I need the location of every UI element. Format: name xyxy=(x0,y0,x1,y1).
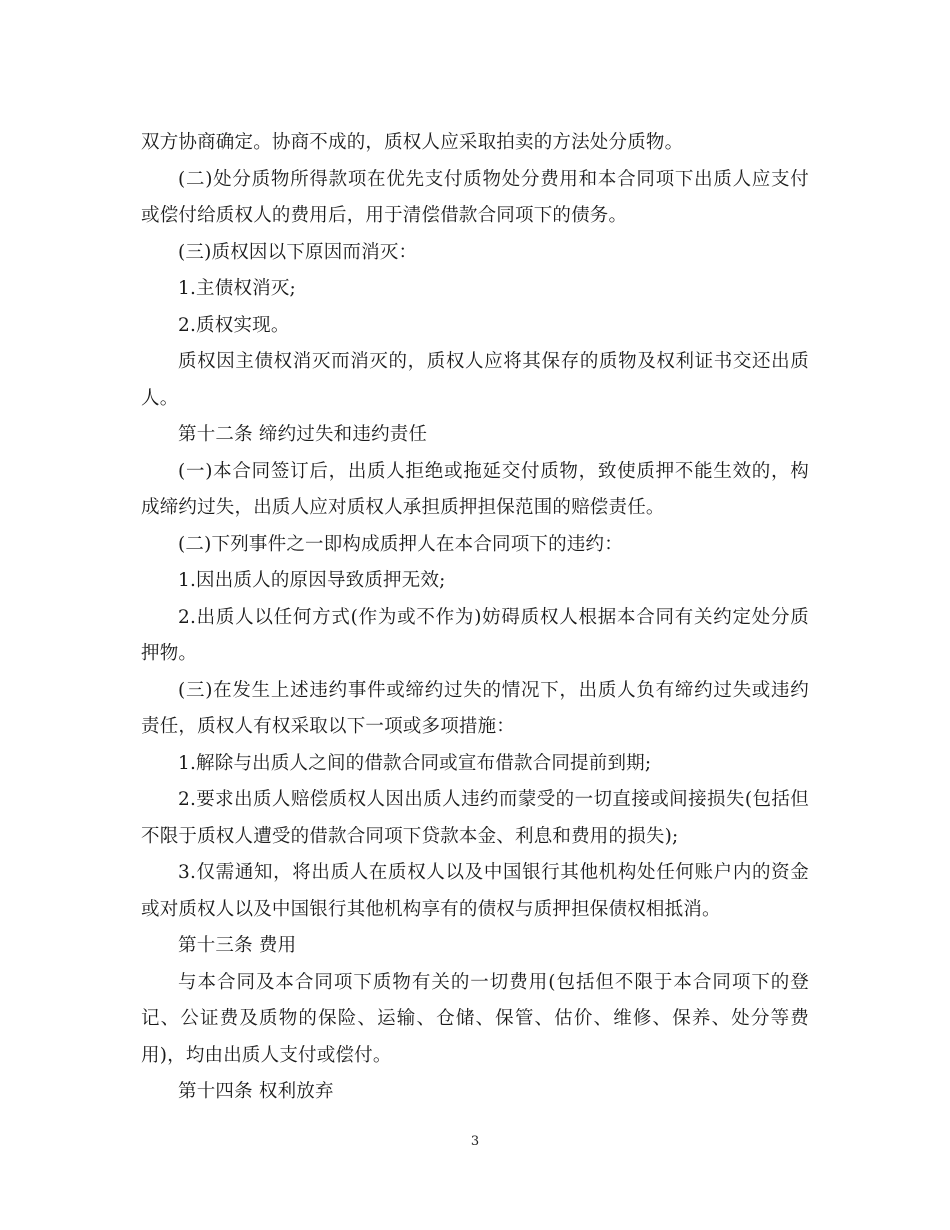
paragraph: (二)处分质物所得款项在优先支付质物处分费用和本合同项下出质人应支付或偿付给质权人的费用后，用于清偿借款合同项下的债务。 xyxy=(141,168,809,226)
paragraph: (三)质权因以下原因而消灭： xyxy=(178,241,418,263)
list-item: 3.仅需通知，将出质人在质权人以及中国银行其他机构处任何账户内的资金或对质权人以及中国银行其他机构享有的债权与质押担保债权相抵消。 xyxy=(141,862,809,920)
paragraph: 质权因主债权消灭而消灭的，质权人应将其保存的质物及权利证书交还出质人。 xyxy=(141,351,809,409)
section-heading: 第十三条 费用 xyxy=(178,935,297,956)
section-heading: 第十四条 权利放弃 xyxy=(178,1081,334,1102)
list-item: 1.因出质人的原因导致质押无效; xyxy=(178,570,446,591)
list-item: 1.解除与出质人之间的借款合同或宣布借款合同提前到期; xyxy=(178,752,652,774)
paragraph: 与本合同及本合同项下质物有关的一切费用(包括但不限于本合同项下的登记、公证费及质物的保险、运输、仓储、保管、估价、维修、保养、处分等费用)，均由出质人支付或偿付。 xyxy=(141,971,809,1066)
list-item: 2.要求出质人赔偿质权人因出质人违约而蒙受的一切直接或间接损失(包括但不限于质权人遭受的借款合同项下贷款本金、利息和费用的损失); xyxy=(141,789,809,847)
paragraph: (三)在发生上述违约事件或缔约过失的情况下，出质人负有缔约过失或违约责任，质权人有权采取以下一项或多项措施： xyxy=(141,679,809,737)
document-body xyxy=(141,125,809,1111)
section-heading: 第十二条 缔约过失和违约责任 xyxy=(178,424,428,445)
paragraph: (二)下列事件之一即构成质押人在本合同项下的违约： xyxy=(178,533,623,555)
list-item: 2.出质人以任何方式(作为或不作为)妨碍质权人根据本合同有关约定处分质押物。 xyxy=(141,606,809,664)
page-number: 3 xyxy=(470,1134,480,1149)
paragraph: (一)本合同签订后，出质人拒绝或拖延交付质物，致使质押不能生效的，构成缔约过失，出质人应对质权人承担质押担保范围的赔偿责任。 xyxy=(141,460,809,518)
list-item: 2.质权实现。 xyxy=(178,314,290,336)
list-item: 1.主债权消灭; xyxy=(178,278,296,299)
paragraph: 双方协商确定。协商不成的，质权人应采取拍卖的方法处分质物。 xyxy=(141,132,684,153)
